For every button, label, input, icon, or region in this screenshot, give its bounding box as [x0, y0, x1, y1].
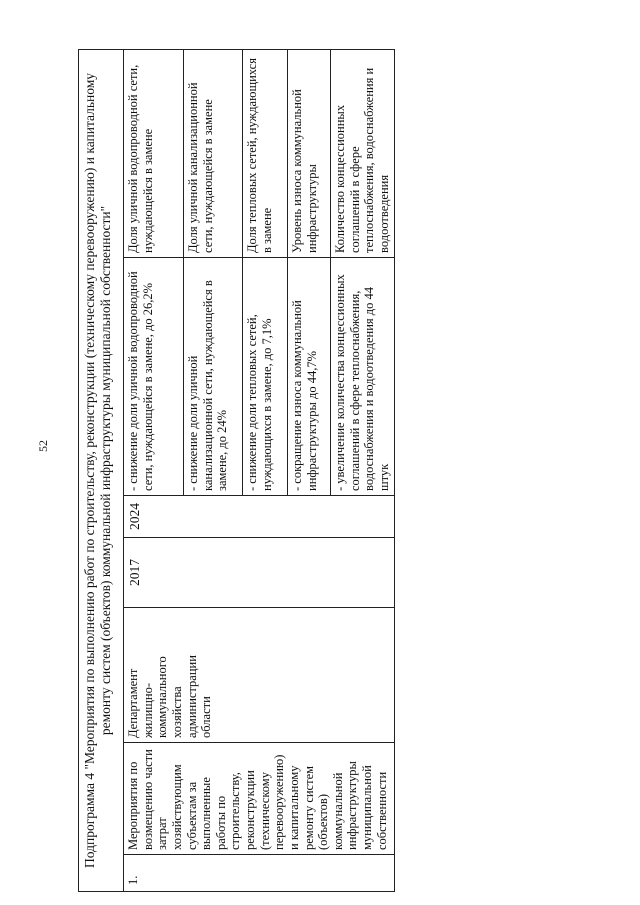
- expected-result: - сокращение износа коммунальной инфраструктуры до 44,7%: [288, 258, 331, 496]
- measure-name: Мероприятия по возмещению части затрат хозяйствующим субъектам за выполненные работы по строительству, реконструкции (техническому перевооружению) и капитальному ремонту систем (объектов) коммунальной инфраструктуры муниципальной собственности: [124, 743, 395, 855]
- table-row: [124, 49, 184, 891]
- start-year: 2017: [124, 538, 395, 608]
- row-number: 1.: [124, 855, 395, 892]
- subprogram-table: [78, 49, 395, 892]
- executor: Департамент жилищно-коммунального хозяйства администрации области: [124, 608, 395, 743]
- page-number: 52: [36, 440, 50, 452]
- table-title-row: [79, 49, 124, 891]
- target-indicator: Доля уличной канализационной сети, нуждающейся в замене: [184, 49, 243, 257]
- expected-result: - снижение доли уличной канализационной сети, нуждающейся в замене, до 24%: [184, 258, 243, 496]
- expected-result: - снижение доли уличной водопроводной сети, нуждающейся в замене, до 26,2%: [124, 258, 184, 496]
- target-indicator: Количество концессионных соглашений в сфере теплоснабжения, водоснабжения и водоотведения: [331, 49, 395, 257]
- expected-result: - увеличение количества концессионных соглашений в сфере теплоснабжения, водоснабжения и водоотведения до 44 штук: [331, 258, 395, 496]
- end-year: 2024: [124, 496, 395, 538]
- target-indicator: Доля тепловых сетей, нуждающихся в замене: [243, 49, 288, 257]
- expected-result: - снижение доли тепловых сетей, нуждающихся в замене, до 7,1%: [243, 258, 288, 496]
- subprogram-title: Подпрограмма 4 "Мероприятия по выполнению работ по строительству, реконструкции (техническому перевооружению) и капитальному ремонту систем (объектов) коммунальной инфраструктуры муниципальной собственности": [79, 49, 124, 891]
- target-indicator: Доля уличной водопроводной сети, нуждающейся в замене: [124, 49, 184, 257]
- target-indicator: Уровень износа коммунальной инфраструктуры: [288, 49, 331, 257]
- rotated-table-block: [78, 50, 391, 892]
